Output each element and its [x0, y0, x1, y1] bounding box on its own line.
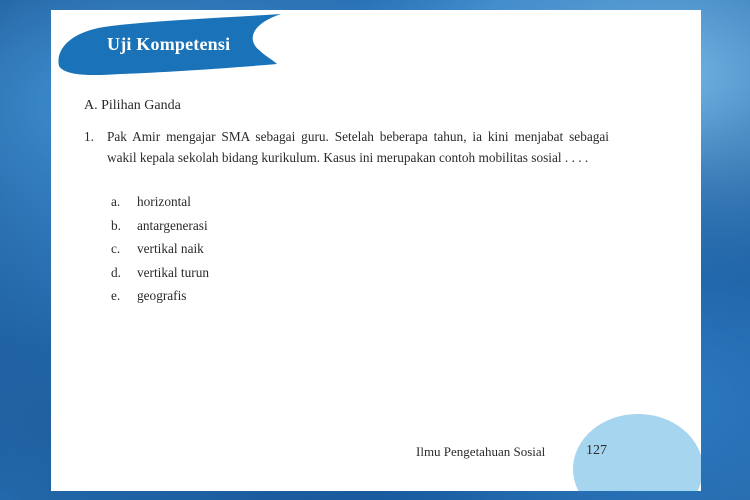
page-number: 127 [586, 443, 607, 458]
answer-option [111, 288, 209, 312]
answer-option [111, 218, 209, 242]
option-letter: c. [111, 241, 121, 256]
option-letter: b. [111, 217, 121, 233]
option-text: antargenerasi [137, 217, 208, 233]
option-text: vertikal turun [137, 264, 210, 280]
question-item [84, 126, 609, 168]
option-letter: a. [111, 194, 121, 209]
section-heading: A. Pilihan Ganda [84, 98, 181, 113]
answer-option [111, 265, 209, 289]
answer-options [111, 194, 209, 312]
answer-option [111, 194, 209, 218]
footer-subject: Ilmu Pengetahuan Sosial [416, 444, 546, 459]
option-letter: d. [111, 264, 121, 280]
question-number: 1. [84, 129, 94, 144]
banner-title: Uji Kompetensi [107, 34, 231, 54]
option-text: vertikal naik [137, 241, 204, 256]
section-banner [51, 10, 291, 90]
answer-option [111, 241, 209, 265]
option-text: geografis [137, 288, 187, 303]
option-letter: e. [111, 288, 121, 303]
question-text: Pak Amir mengajar SMA sebagai guru. Setelah beberapa tahun, ia kini menjabat sebagai wakil kepala sekolah bidang kurikulum. Kasus ini merupakan contoh mobilitas sosial . . . . [107, 129, 609, 165]
book-page [51, 10, 701, 491]
option-text: horizontal [137, 194, 191, 209]
